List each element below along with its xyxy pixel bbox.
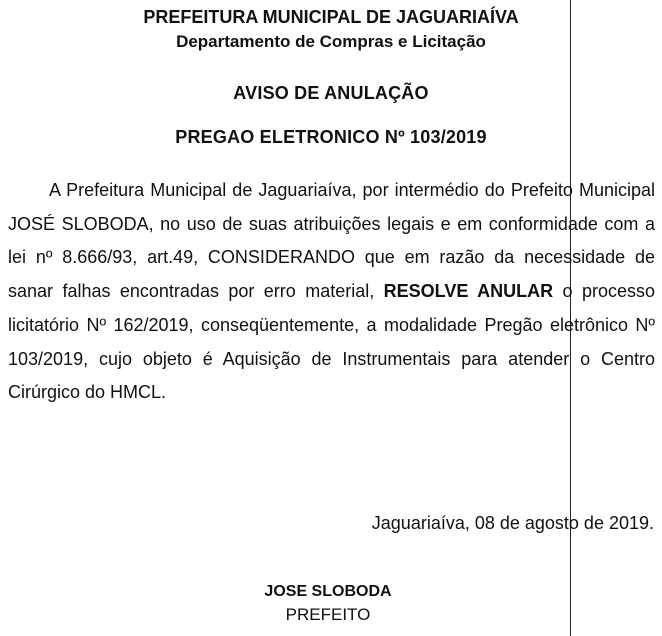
body-text-after: o processo licitatório Nº 162/2019, conseqüentemente, a modalidade Pregão eletrônico Nº 103/2019, cujo objeto é Aquisição de Instrumentais para atender o Centro Cirúrgico do HMCL.: [8, 281, 655, 403]
body-bold-phrase: RESOLVE ANULAR: [383, 281, 554, 302]
notice-body: [8, 174, 655, 410]
date-line: Jaguariaíva, 08 de agosto de 2019.: [371, 513, 654, 533]
signatory-role: PREFEITO: [285, 605, 371, 624]
signatory-name: JOSE SLOBODA: [264, 583, 392, 600]
department-name: Departamento de Compras e Licitação: [176, 32, 486, 51]
organization-name: PREFEITURA MUNICIPAL DE JAGUARIAÍVA: [143, 7, 519, 27]
notice-title: AVISO DE ANULAÇÃO: [233, 83, 429, 103]
body-text-before: A Prefeitura Municipal de Jaguariaíva, por intermédio do Prefeito Municipal JOSÉ SLOBODA, no uso de suas atribuições legais e em conformidade com a lei nº 8.666/93, art.49, CONSIDERANDO que em razão da necessidade de sanar falhas encontradas por erro material,: [8, 180, 655, 302]
notice-subtitle: PREGAO ELETRONICO Nº 103/2019: [175, 127, 487, 147]
